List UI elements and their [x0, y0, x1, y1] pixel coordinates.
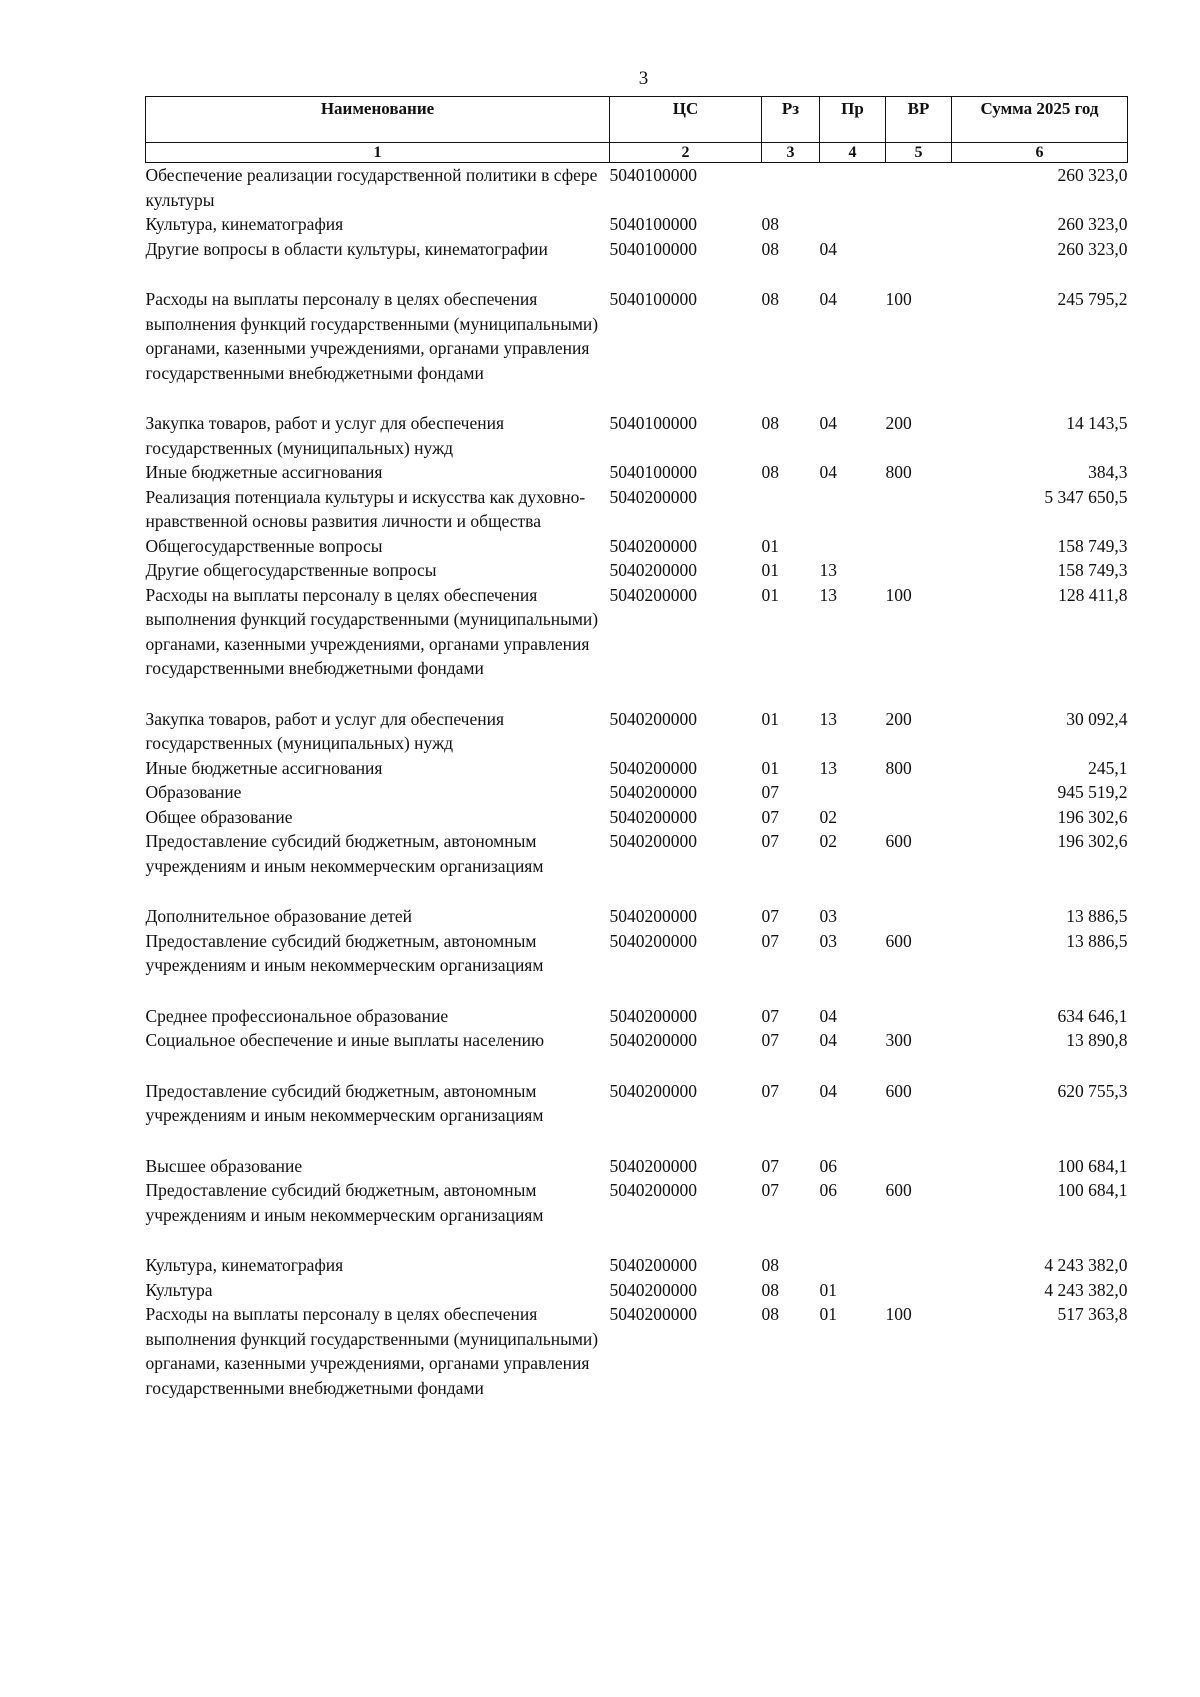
row-name-cell: Дополнительное образование детей — [145, 906, 412, 926]
table-row — [146, 805, 1128, 830]
row-cs-cell: 5040200000 — [609, 930, 697, 951]
row-name-cell: Расходы на выплаты персоналу в целях обеспечения выполнения функций государственными (муниципальными) органами, казенными учреждениями, органами управления государственными внебюджетными фондами — [145, 1304, 599, 1398]
row-sum-cell: 245,1 — [1088, 757, 1128, 778]
row-rz-cell: 08 — [761, 462, 779, 482]
row-pr-cell: 03 — [819, 930, 837, 951]
row-sum-cell: 13 886,5 — [1066, 930, 1128, 951]
row-rz-cell — [762, 163, 820, 213]
header-name: Наименование — [146, 97, 610, 143]
row-rz-cell: 08 — [761, 238, 779, 259]
row-vr-cell: 600 — [885, 930, 912, 951]
row-rz-cell: 08 — [761, 289, 779, 309]
row-rz-cell: 07 — [761, 930, 779, 951]
table-row — [146, 583, 1128, 707]
row-cs-cell: 5040200000 — [609, 708, 697, 729]
table-row — [146, 707, 1128, 756]
row-sum-cell: 196 302,6 — [1057, 831, 1128, 851]
table-row — [146, 212, 1128, 237]
row-vr-cell: 300 — [885, 1030, 912, 1050]
table-row — [146, 1253, 1128, 1278]
table-row — [146, 460, 1128, 485]
column-number: 3 — [762, 143, 820, 163]
row-vr-cell: 600 — [885, 1080, 912, 1101]
row-sum-cell: 30 092,4 — [1066, 708, 1128, 729]
row-cs-cell: 5040200000 — [609, 1155, 697, 1176]
row-cs-cell: 5040200000 — [609, 831, 697, 851]
row-name-cell: Иные бюджетные ассигнования — [145, 757, 383, 778]
row-sum-cell: 245 795,2 — [1057, 289, 1128, 309]
row-cs-cell: 5040200000 — [609, 1304, 697, 1324]
row-pr-cell: 04 — [819, 1005, 837, 1026]
row-name-cell: Другие вопросы в области культуры, кинематографии — [145, 238, 548, 259]
row-vr-cell — [886, 1278, 952, 1303]
row-rz-cell: 01 — [761, 535, 779, 556]
row-rz-cell: 07 — [761, 906, 779, 926]
table-row — [146, 1028, 1128, 1079]
row-pr-cell: 04 — [819, 289, 837, 309]
row-vr-cell — [886, 558, 952, 583]
table-row — [146, 1178, 1128, 1253]
row-sum-cell: 517 363,8 — [1057, 1304, 1128, 1324]
row-vr-cell: 600 — [885, 1180, 912, 1200]
row-vr-cell: 200 — [885, 708, 912, 729]
row-rz-cell: 08 — [761, 214, 779, 234]
row-vr-cell — [886, 1253, 952, 1278]
table-row — [146, 163, 1128, 213]
row-pr-cell: 13 — [819, 757, 837, 778]
row-name-cell: Социальное обеспечение и иные выплаты населению — [145, 1030, 545, 1050]
row-sum-cell: 158 749,3 — [1057, 535, 1128, 556]
row-vr-cell — [886, 1004, 952, 1029]
row-rz-cell: 08 — [761, 1304, 779, 1324]
row-sum-cell: 945 519,2 — [1057, 782, 1128, 802]
row-rz-cell — [762, 485, 820, 534]
row-pr-cell: 04 — [819, 413, 837, 433]
row-rz-cell: 08 — [761, 413, 779, 433]
row-name-cell: Предоставление субсидий бюджетным, автономным учреждениям и иным некоммерческим организациям — [145, 1180, 544, 1225]
row-vr-cell — [886, 1154, 952, 1179]
row-vr-cell — [886, 163, 952, 213]
row-sum-cell: 4 243 382,0 — [1044, 1255, 1128, 1275]
row-cs-cell: 5040100000 — [609, 462, 697, 482]
row-sum-cell: 14 143,5 — [1066, 413, 1128, 433]
row-pr-cell: 06 — [819, 1155, 837, 1176]
row-vr-cell — [886, 805, 952, 830]
row-sum-cell: 4 243 382,0 — [1044, 1279, 1128, 1300]
row-sum-cell: 196 302,6 — [1057, 806, 1128, 827]
row-sum-cell: 620 755,3 — [1057, 1080, 1128, 1101]
row-pr-cell — [820, 1253, 886, 1278]
row-rz-cell: 08 — [761, 1279, 779, 1300]
row-cs-cell: 5040200000 — [609, 1279, 697, 1300]
row-pr-cell — [820, 534, 886, 559]
table-row — [146, 1004, 1128, 1029]
table-row — [146, 237, 1128, 288]
row-name-cell: Расходы на выплаты персоналу в целях обеспечения выполнения функций государственными (муниципальными) органами, казенными учреждениями, органами управления государственными внебюджетными фондами — [145, 289, 599, 383]
row-pr-cell — [820, 163, 886, 213]
row-rz-cell: 07 — [761, 1155, 779, 1176]
row-pr-cell — [820, 485, 886, 534]
table-row — [146, 534, 1128, 559]
row-sum-cell: 384,3 — [1088, 462, 1128, 482]
row-vr-cell: 100 — [885, 584, 912, 605]
column-number: 1 — [146, 143, 610, 163]
row-cs-cell: 5040100000 — [609, 165, 697, 185]
row-rz-cell: 01 — [761, 708, 779, 729]
row-rz-cell: 08 — [761, 1255, 779, 1275]
column-number: 2 — [610, 143, 762, 163]
row-rz-cell: 07 — [761, 806, 779, 827]
table-row — [146, 287, 1128, 411]
row-cs-cell: 5040200000 — [609, 806, 697, 827]
row-pr-cell: 04 — [819, 462, 837, 482]
row-vr-cell: 800 — [885, 462, 912, 482]
table-row — [146, 558, 1128, 583]
table-row — [146, 756, 1128, 781]
row-cs-cell: 5040200000 — [609, 1005, 697, 1026]
row-name-cell: Культура — [145, 1279, 213, 1300]
row-cs-cell: 5040200000 — [609, 560, 697, 580]
table-row — [146, 1079, 1128, 1154]
row-sum-cell: 260 323,0 — [1057, 214, 1128, 234]
row-cs-cell: 5040200000 — [609, 757, 697, 778]
row-cs-cell: 5040100000 — [609, 214, 697, 234]
table-row — [146, 829, 1128, 904]
row-pr-cell — [820, 212, 886, 237]
row-rz-cell: 07 — [761, 1030, 779, 1050]
budget-table — [145, 96, 1128, 1400]
row-pr-cell: 04 — [819, 1030, 837, 1050]
row-pr-cell: 04 — [819, 1080, 837, 1101]
row-cs-cell: 5040200000 — [609, 535, 697, 556]
row-name-cell: Предоставление субсидий бюджетным, автономным учреждениям и иным некоммерческим организациям — [145, 831, 544, 876]
header-sum: Сумма 2025 год — [952, 97, 1128, 143]
table-body — [146, 163, 1128, 1401]
row-sum-cell: 260 323,0 — [1057, 165, 1128, 185]
row-name-cell: Общее образование — [145, 806, 293, 827]
header-cs: ЦС — [610, 97, 762, 143]
table-row — [146, 1302, 1128, 1400]
row-name-cell: Образование — [145, 782, 242, 802]
row-vr-cell: 800 — [885, 757, 912, 778]
row-name-cell: Высшее образование — [145, 1155, 303, 1176]
row-sum-cell: 100 684,1 — [1057, 1180, 1128, 1200]
table-row — [146, 929, 1128, 1004]
row-name-cell: Общегосударственные вопросы — [145, 535, 383, 556]
row-name-cell: Среднее профессиональное образование — [145, 1005, 449, 1026]
row-name-cell: Иные бюджетные ассигнования — [145, 462, 383, 482]
row-cs-cell: 5040100000 — [609, 289, 697, 309]
row-rz-cell: 07 — [761, 1005, 779, 1026]
row-cs-cell: 5040200000 — [609, 584, 697, 605]
row-pr-cell: 01 — [819, 1304, 837, 1324]
table-row — [146, 1278, 1128, 1303]
table-row — [146, 485, 1128, 534]
row-pr-cell: 04 — [819, 238, 837, 259]
row-sum-cell: 634 646,1 — [1057, 1005, 1128, 1026]
row-sum-cell: 260 323,0 — [1057, 238, 1128, 259]
row-sum-cell: 158 749,3 — [1057, 560, 1128, 580]
row-rz-cell: 01 — [761, 757, 779, 778]
row-vr-cell: 100 — [885, 1304, 912, 1324]
column-number: 5 — [886, 143, 952, 163]
row-sum-cell: 100 684,1 — [1057, 1155, 1128, 1176]
row-sum-cell: 13 886,5 — [1066, 906, 1128, 926]
column-number: 6 — [952, 143, 1128, 163]
row-rz-cell: 01 — [761, 584, 779, 605]
row-name-cell: Предоставление субсидий бюджетным, автономным учреждениям и иным некоммерческим организациям — [145, 930, 544, 975]
row-rz-cell: 01 — [761, 560, 779, 580]
header-pr: Пр — [820, 97, 886, 143]
table-column-numbers-row — [146, 143, 1128, 163]
row-vr-cell — [886, 534, 952, 559]
row-pr-cell: 13 — [819, 560, 837, 580]
row-cs-cell: 5040200000 — [609, 906, 697, 926]
row-cs-cell: 5040100000 — [609, 413, 697, 433]
page-number: 3 — [638, 68, 649, 89]
row-pr-cell — [820, 780, 886, 805]
row-vr-cell — [886, 780, 952, 805]
row-name-cell: Культура, кинематография — [145, 214, 344, 234]
row-name-cell: Другие общегосударственные вопросы — [145, 560, 437, 580]
row-pr-cell: 03 — [819, 906, 837, 926]
row-rz-cell: 07 — [761, 1080, 779, 1101]
row-pr-cell: 01 — [819, 1279, 837, 1300]
row-vr-cell: 100 — [885, 289, 912, 309]
row-pr-cell: 02 — [819, 831, 837, 851]
row-sum-cell: 5 347 650,5 — [1044, 486, 1128, 507]
column-number: 4 — [820, 143, 886, 163]
table-row — [146, 904, 1128, 929]
row-pr-cell: 13 — [819, 584, 837, 605]
header-vr: ВР — [886, 97, 952, 143]
table-row — [146, 1154, 1128, 1179]
row-vr-cell — [886, 485, 952, 534]
row-sum-cell: 13 890,8 — [1066, 1030, 1128, 1050]
row-rz-cell: 07 — [761, 1180, 779, 1200]
row-sum-cell: 128 411,8 — [1058, 584, 1128, 605]
row-vr-cell: 200 — [885, 413, 912, 433]
row-rz-cell: 07 — [761, 831, 779, 851]
row-name-cell: Культура, кинематография — [145, 1255, 344, 1275]
row-vr-cell: 600 — [885, 831, 912, 851]
row-cs-cell: 5040200000 — [609, 1030, 697, 1050]
row-name-cell: Реализация потенциала культуры и искусства как духовно-нравственной основы развития личности и общества — [145, 486, 586, 531]
row-name-cell: Закупка товаров, работ и услуг для обеспечения государственных (муниципальных) нужд — [145, 413, 505, 458]
row-pr-cell: 13 — [819, 708, 837, 729]
row-name-cell: Закупка товаров, работ и услуг для обеспечения государственных (муниципальных) нужд — [145, 708, 505, 753]
row-cs-cell: 5040200000 — [609, 1080, 697, 1101]
row-vr-cell — [886, 212, 952, 237]
row-vr-cell — [886, 904, 952, 929]
row-pr-cell: 02 — [819, 806, 837, 827]
row-rz-cell: 07 — [761, 782, 779, 802]
row-cs-cell: 5040200000 — [609, 1255, 697, 1275]
row-name-cell: Обеспечение реализации государственной политики в сфере культуры — [145, 165, 598, 210]
row-vr-cell — [886, 237, 952, 288]
table-row — [146, 411, 1128, 460]
row-cs-cell: 5040100000 — [609, 238, 697, 259]
table-header-row — [146, 97, 1128, 143]
table-row — [146, 780, 1128, 805]
row-name-cell: Предоставление субсидий бюджетным, автономным учреждениям и иным некоммерческим организациям — [145, 1080, 544, 1125]
row-pr-cell: 06 — [819, 1180, 837, 1200]
row-cs-cell: 5040200000 — [609, 486, 697, 507]
row-name-cell: Расходы на выплаты персоналу в целях обеспечения выполнения функций государственными (муниципальными) органами, казенными учреждениями, органами управления государственными внебюджетными фондами — [145, 584, 599, 678]
row-cs-cell: 5040200000 — [609, 1180, 697, 1200]
header-rz: Рз — [762, 97, 820, 143]
row-cs-cell: 5040200000 — [609, 782, 697, 802]
